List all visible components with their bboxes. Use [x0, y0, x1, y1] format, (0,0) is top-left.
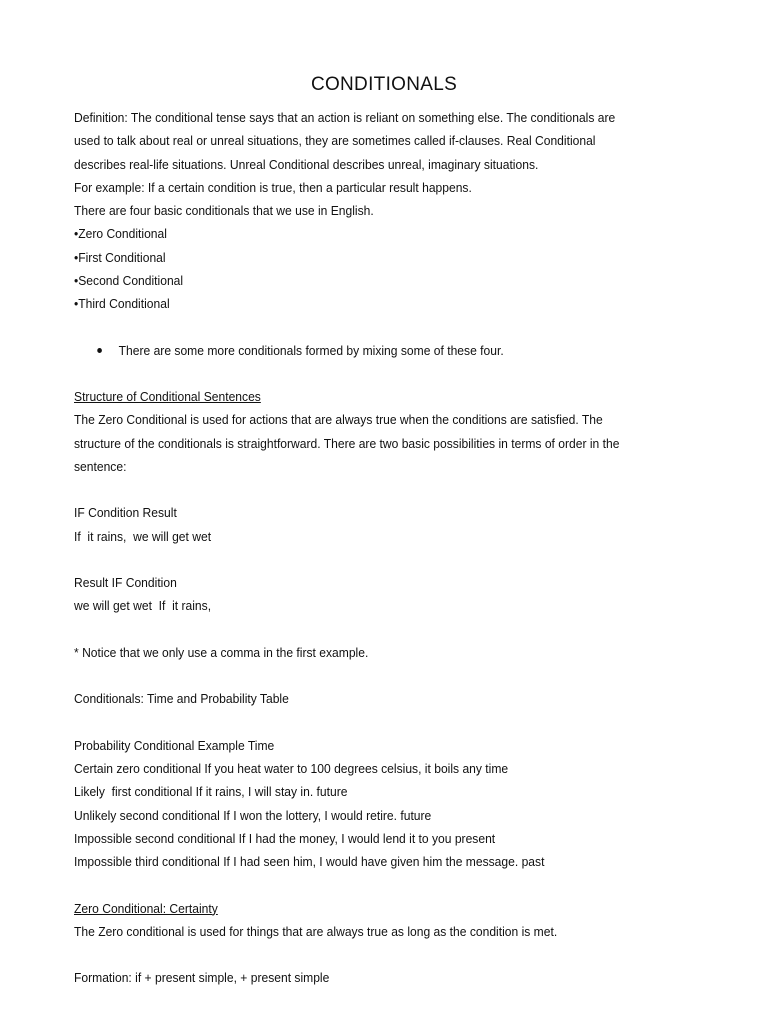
bullet-note	[74, 339, 714, 362]
conditional-list-item: •Third Conditional	[74, 296, 170, 311]
definition-line: For example: If a certain condition is true, then a particular result happens.	[74, 179, 472, 195]
structure-heading: Structure of Conditional Sentences	[74, 389, 261, 404]
zero-conditional-heading: Zero Conditional: Certainty	[74, 900, 218, 916]
spacer	[74, 873, 714, 896]
formation-text: Formation: if + present simple, + present simple	[74, 970, 330, 986]
order1-example: If it rains, we will get wet	[74, 528, 212, 544]
definition-line: used to talk about real or unreal situations, they are sometimes called if-clauses. Real Conditional	[74, 133, 596, 149]
definition-line: There are four basic conditionals that we use in English.	[74, 203, 374, 218]
zero-conditional-text: The Zero conditional is used for things that are always true as long as the condition is met.	[74, 923, 558, 939]
table-row: Impossible second conditional If I had the money, I would lend it to you present	[74, 830, 496, 846]
table-header: Probability Conditional Example Time	[74, 737, 275, 753]
spacer	[74, 943, 714, 966]
order1-label: IF Condition Result	[74, 505, 177, 521]
spacer	[74, 664, 714, 687]
spacer	[74, 478, 714, 501]
definition-line: Definition: The conditional tense says that an action is reliant on something else. The conditionals are	[74, 110, 616, 125]
order2-label: Result IF Condition	[74, 575, 177, 590]
bullet-note-text: There are some more conditionals formed by mixing some of these four.	[118, 342, 504, 358]
order2-example: we will get wet If it rains,	[74, 598, 212, 614]
spacer	[74, 548, 714, 571]
conditional-list-item: •Zero Conditional	[74, 226, 167, 242]
spacer	[74, 618, 714, 641]
table-row: Unlikely second conditional If I won the lottery, I would retire. future	[74, 807, 432, 823]
spacer	[74, 315, 714, 338]
table-row: Likely first conditional If it rains, I will stay in. future	[74, 784, 348, 800]
structure-line: structure of the conditionals is straightforward. There are two basic possibilities in terms of order in the	[74, 435, 620, 451]
conditional-list-item: •First Conditional	[74, 249, 166, 265]
table-row: Impossible third conditional If I had seen him, I would have given him the message. past	[74, 854, 545, 869]
conditional-list-item: •Second Conditional	[74, 272, 184, 288]
document-body	[74, 106, 714, 990]
structure-line: The Zero Conditional is used for actions that are always true when the conditions are satisfied. The	[74, 412, 603, 428]
bullet-icon	[97, 348, 102, 353]
structure-line: sentence:	[74, 458, 127, 474]
table-row: Certain zero conditional If you heat water to 100 degrees celsius, it boils any time	[74, 761, 509, 776]
spacer	[74, 711, 714, 734]
spacer	[74, 362, 714, 385]
page-title: CONDITIONALS	[310, 74, 458, 95]
definition-line: describes real-life situations. Unreal Conditional describes unreal, imaginary situations.	[74, 156, 539, 172]
comma-note: * Notice that we only use a comma in the first example.	[74, 644, 369, 660]
table-title: Conditionals: Time and Probability Table	[74, 691, 289, 707]
